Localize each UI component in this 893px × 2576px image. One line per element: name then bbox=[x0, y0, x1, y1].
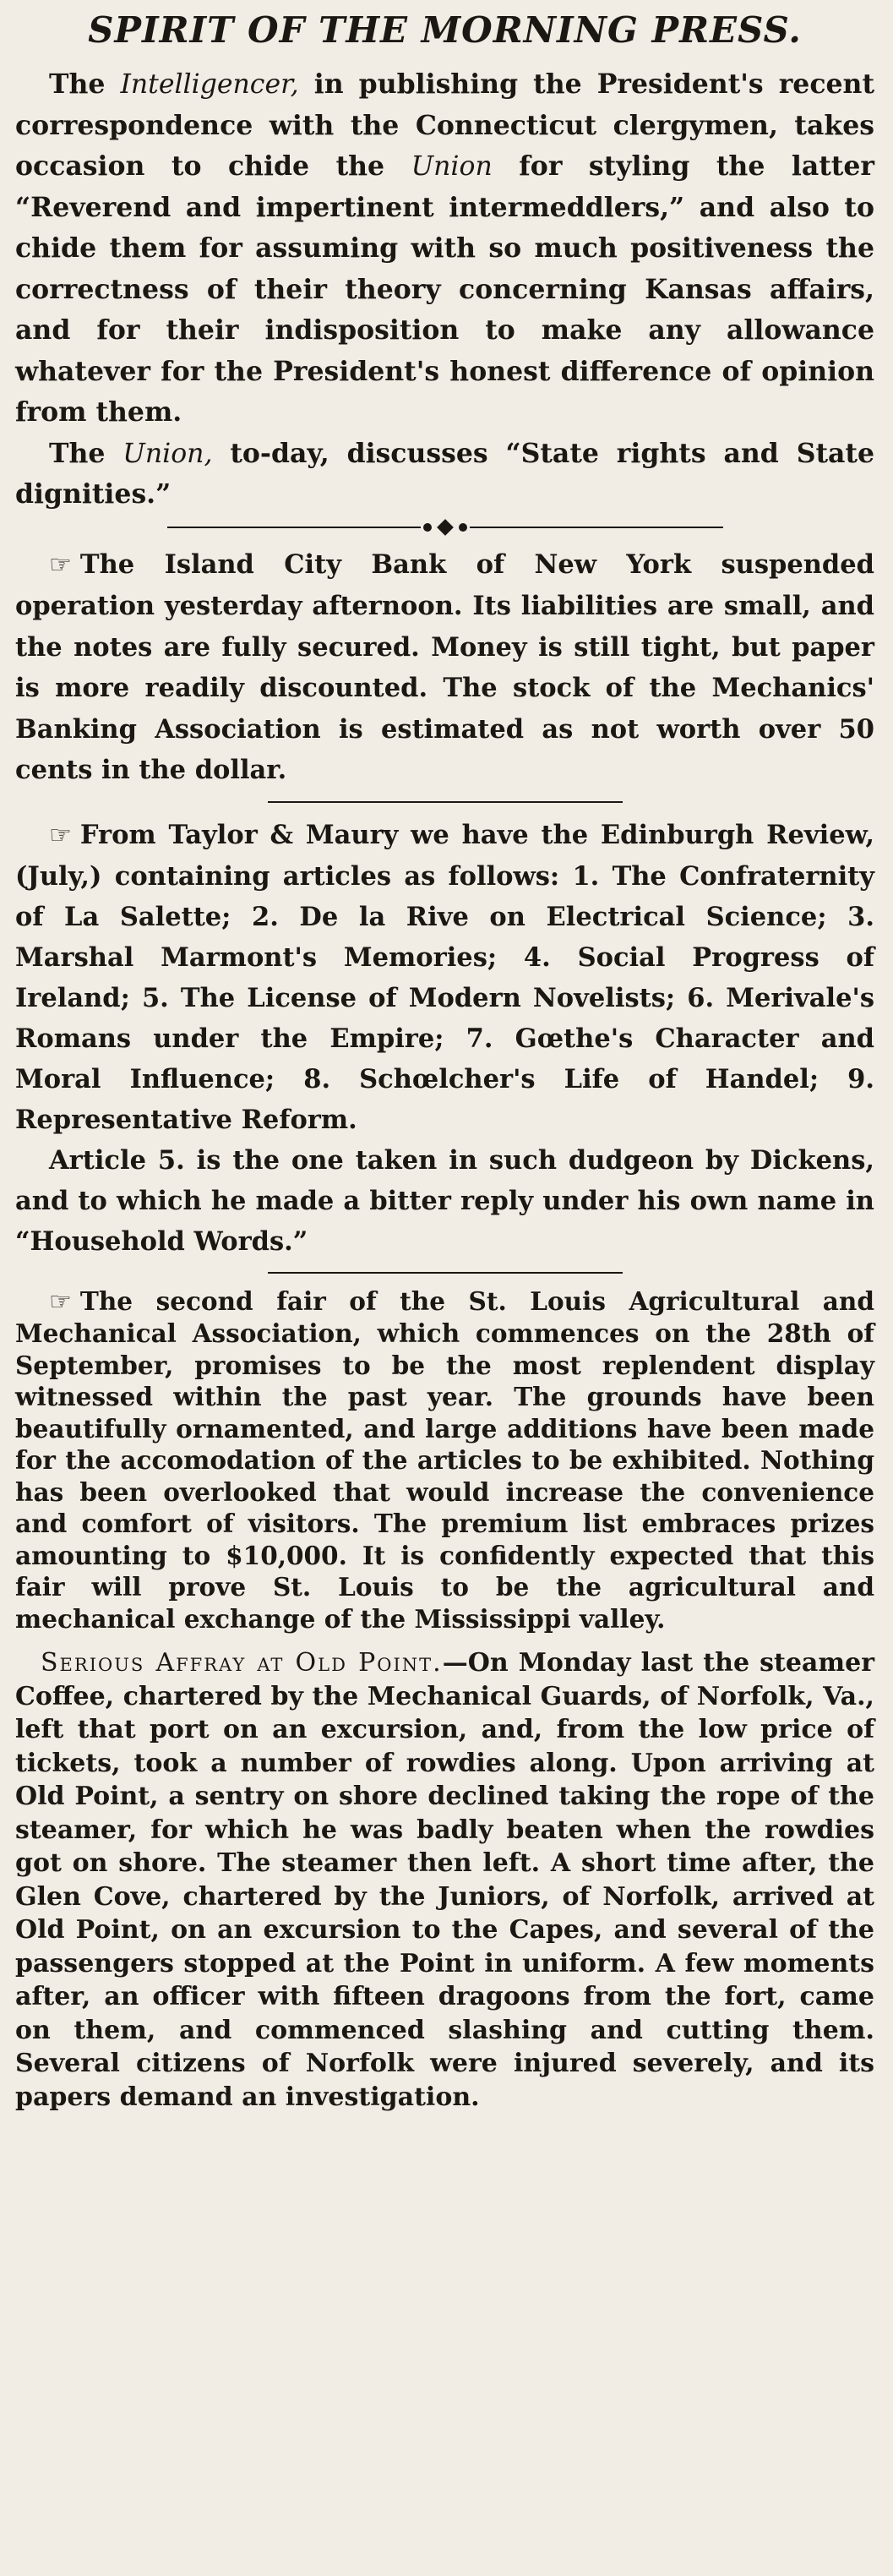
text-run: The second fair of the St. Louis Agricultural and Mechanical Association, which commences on the 28th of September, promises to be the most replendent display witnessed within the past year. The grounds have been beautifully ornamented, and large additions have been made for the accomodation of the articles to be exhibited. Nothing has been overlooked that would increase the convenience and comfort of visitors. The premium list embraces prizes amounting to $10,000. It is confidently expected that this fair will prove St. Louis to be the agricultural and mechanical exchange of the Mississippi valley. bbox=[15, 1285, 874, 1634]
affray-item bbox=[15, 1646, 874, 2114]
pointing-hand-icon: ☞ bbox=[49, 549, 72, 580]
newspaper-name: Union, bbox=[123, 438, 213, 469]
morning-press-section bbox=[15, 64, 874, 516]
newspaper-name: Union bbox=[411, 151, 493, 182]
text-run: The Island City Bank of New York suspended operation yesterday afternoon. Its liabilities are small, and the notes are fully secured. Money is still tight, but paper is more readily discounted. The stock of the Mechanics' Banking Association is estimated as not worth over 50 cents in the dollar. bbox=[15, 548, 874, 785]
bank-paragraph bbox=[15, 544, 874, 791]
text-run: for styling the latter “Reverend and impertinent intermeddlers,” and also to chide them for assuming with so much positiveness the correctness of their theory concerning Kansas affairs, and for their indisposition to make any allowance whatever for the President's honest difference of opinion from them. bbox=[15, 150, 874, 428]
pointing-hand-icon: ☞ bbox=[49, 1286, 72, 1317]
fair-paragraph bbox=[15, 1285, 874, 1635]
affray-paragraph bbox=[15, 1646, 874, 2114]
text-run: in publishing the President's recent correspondence with the Connecticut clergymen, takes occasion to chide the bbox=[15, 68, 875, 182]
pointing-hand-icon: ☞ bbox=[49, 820, 72, 850]
fair-item bbox=[15, 1285, 874, 1635]
dickens-paragraph: Article 5. is the one taken in such dudgeon by Dickens, and to which he made a bitter reply under his own name in “Household Words.” bbox=[15, 1144, 874, 1257]
text-run: to-day, discusses “State rights and State dignities.” bbox=[15, 437, 874, 510]
divider-rule bbox=[268, 1272, 623, 1274]
text-run: From Taylor & Maury we have the Edinburgh Review, (July,) containing articles as follows: 1. The Confraternity of La Salette; 2. De la Rive on Electrical Science; 3. Marshal Marmont's Memories; 4. Social Progress of Ireland; 5. The License of Modern Novelists; 6. Merivale's Romans under the Empire; 7. Gœthe's Character and Moral Influence; 8. Schœlcher's Life of Handel; 9. Representative Reform. bbox=[15, 819, 874, 1135]
divider-rule bbox=[268, 801, 623, 803]
text-run: —On Monday last the steamer Coffee, chartered by the Mechanical Guards, of Norfolk, Va., left that port on an excursion, and, from the low price of tickets, took a number of rowdies along. Upon arriving at Old Point, a sentry on shore declined taking the rope of the steamer, for which he was badly beaten when the rowdies got on shore. The steamer then left. A short time after, the Glen Cove, chartered by the Juniors, of Norfolk, arrived at Old Point, on an excursion to the Capes, and several of the passengers stopped at the Point in uniform. A few moments after, an officer with fifteen dragoons from the fort, came on them, and commenced slashing and cutting them. Several citizens of Norfolk were injured severely, and its papers demand an investigation. bbox=[15, 1648, 874, 2112]
review-item bbox=[15, 815, 874, 1262]
review-paragraph bbox=[15, 815, 874, 1140]
newspaper-name: Intelligencer, bbox=[120, 69, 299, 100]
union-paragraph bbox=[15, 434, 874, 516]
text-run: The bbox=[49, 68, 121, 100]
bank-item bbox=[15, 544, 874, 791]
affray-heading: Serious Affray at Old Point. bbox=[41, 1648, 443, 1678]
text-run: The bbox=[49, 437, 123, 469]
headline: SPIRIT OF THE MORNING PRESS. bbox=[88, 9, 802, 51]
intelligencer-paragraph bbox=[15, 64, 874, 434]
ornamental-divider bbox=[15, 516, 874, 539]
